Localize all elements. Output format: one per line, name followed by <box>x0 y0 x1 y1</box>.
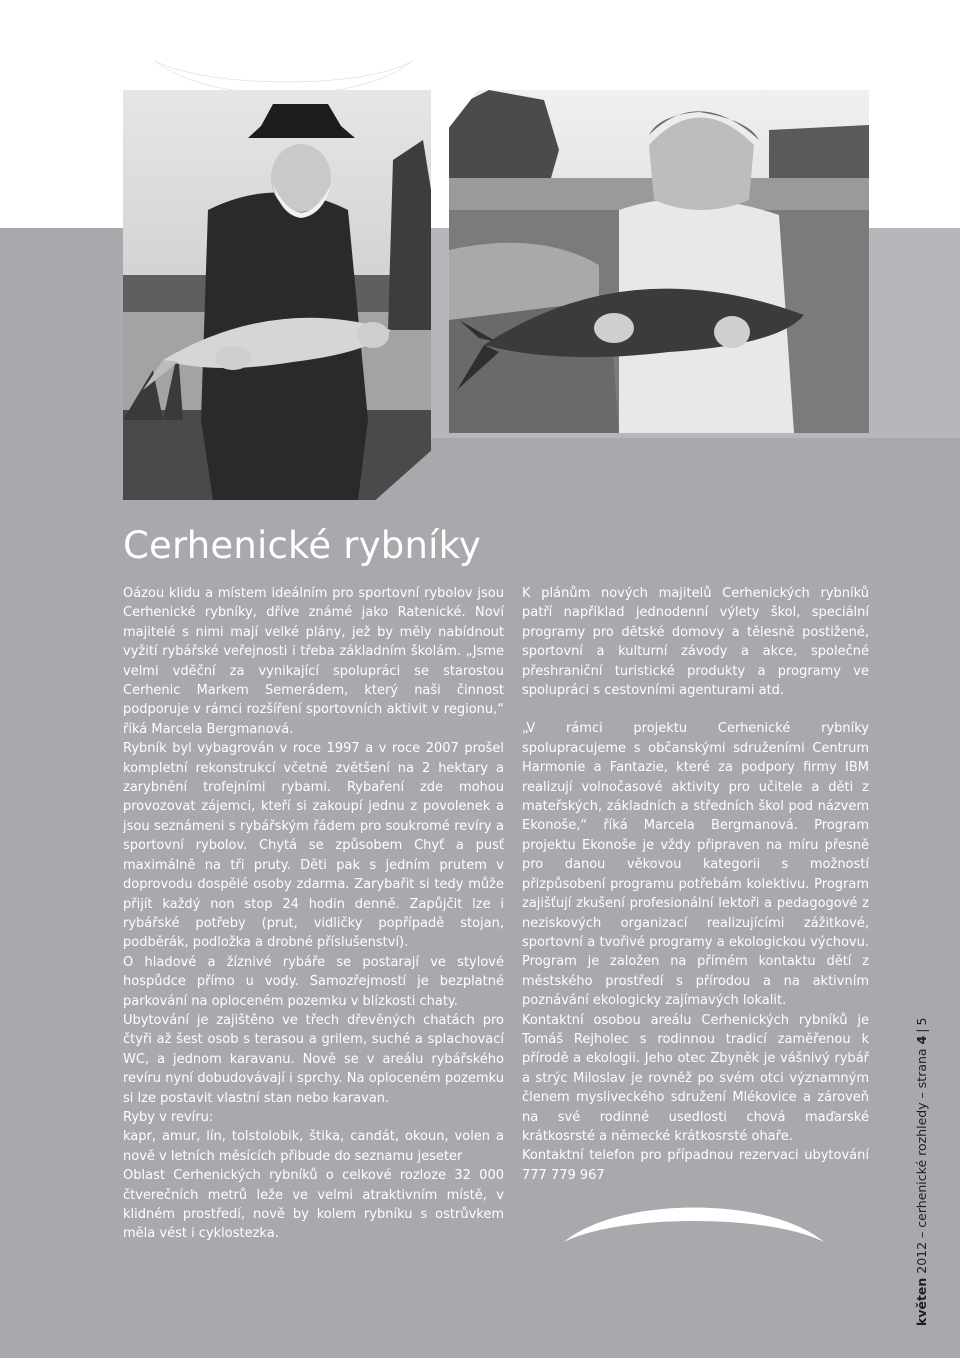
article-column-right <box>522 584 869 1185</box>
paragraph: Ryby v revíru: <box>123 1109 214 1125</box>
paragraph: „V rámci projektu Cerhenické rybníky spolupracujeme s občanskými sdruženími Centrum Harmonie a Fantazie, které za podpory firmy IBM realizují volnočasové aktivity pro učitele a děti z mateřských, základních a středních škol pod názvem Ekonoše,“ říká Marcela Bergmanová. Program projektu Ekonoše je vždy připraven na míru přesně pro danou věkovou kategorii s možností přizpůsobení programu potřebám kolektivu. Program zajišťují zkušení profesionální lektoři a pedagogové z neziskových organizací realizujícími zážitkové, sportovní a tvořivé programy a ekologickou výchovu. Program je založen na přímém kontaktu dětí z městského prostředí s přírodou a na aktivním poznávání ekologicky zajímavých lokalit. <box>522 721 869 1009</box>
footer-issue-text: 2012 – cerhenické rozhledy – strana <box>914 1048 929 1274</box>
paragraph: K plánům nových majitelů Cerhenických rybníků patří například jednodenní výlety škol, speciální programy pro dětské domovy a tělesně postižené, sportovní a kulturní závody a akce, společné přeshraniční turistické produkty a programy ve spolupráci s cestovními agenturami atd. <box>522 586 869 699</box>
page-number-current: 4 <box>914 1035 929 1045</box>
paragraph: O hladové a žíznivé rybáře se postarají ve stylové hospůdce přímo u vody. Samozřejmostí je bezplatné parkování na oploceném pozemku v blízkosti chaty. <box>123 954 504 1009</box>
page-footer <box>914 1017 929 1326</box>
decorative-arc-bottom <box>558 1198 830 1246</box>
paragraph: Oblast Cerhenických rybníků o celkové rozloze 32 000 čtverečních metrů leže ve velmi atraktivním místě, v klidném prostředí, nově by kolem rybníku s ostrůvkem měla vést i cyklostezka. <box>123 1168 504 1242</box>
footer-month: květen <box>914 1277 929 1326</box>
article-title: Cerhenické rybníky <box>123 524 482 567</box>
paragraph: kapr, amur, lín, tolstolobik, štika, candát, okoun, volen a nově v letních měsících přibude do seznamu jeseter <box>123 1129 504 1164</box>
fisherman-photo <box>123 90 431 500</box>
young-angler-photo <box>449 90 869 433</box>
page-number-separator: | <box>914 1028 929 1033</box>
paragraph: Rybník byl vybagrován v roce 1997 a v roce 2007 prošel kompletní rekonstrukcí včetně zvětšení na 2 hektary a zarybnění trofejními rybami. Rybaření zde mohou provozovat zájemci, kteří si zakoupí jednu z povolenek a jsou seznámeni s rybářským řádem pro soukromé revíry a sportovní rybolov. Chytá se způsobem Chyť a pusť maximálně na tři pruty. Děti pak s jedním prutem v doprovodu dospělé osoby zdarma. Zarybařit si tedy může přijít každý non stop 24 hodin denně. Zapůjčit lze i rybářské potřeby (prut, vidličky popřípadě stojan, podběrák, podložka a drobné příslušenství). <box>123 741 504 951</box>
page-number-next: 5 <box>914 1017 929 1026</box>
paragraph: Ubytování je zajištěno ve třech dřevěných chatách pro čtyři až šest osob s terasou a grilem, suché a splachovací WC, a jednom karavanu. Nově se v areálu rybářského revíru nyní dobudovávají i sprchy. Na oploceném pozemku si lze postavit vlastní stan nebo karavan. <box>123 1012 504 1106</box>
paragraph: Oázou klidu a místem ideálním pro sportovní rybolov jsou Cerhenické rybníky, dříve známé jako Ratenické. Noví majitelé s nimi mají velké plány, jež by měly nabídnout vyžití rybářské veřejnosti i třeba základním školám. „Jsme velmi vděční za vynikající spolupráci se starostou Cerhenic Markem Semerádem, který naši činnost podporuje v rámci rozšíření sportovních aktivit v regionu,“ říká Marcela Bergmanová. <box>123 586 504 737</box>
article-column-left <box>123 584 504 1244</box>
paragraph: Kontaktní osobou areálu Cerhenických rybníků je Tomáš Rejholec s rodinnou tradicí zaměřenou k přírodě a ekologii. Jeho otec Zbyněk je vášnivý rybář a strýc Miloslav je rovněž po svém otci významným členem mysliveckého sdružení Mlékovice a zároveň na své rodinné usedlosti chová maďarské krátkosrsté a německé krátkosrsté ohaře. <box>522 1012 869 1144</box>
paragraph: Kontaktní telefon pro případnou rezervaci ubytování 777 779 967 <box>522 1148 869 1183</box>
